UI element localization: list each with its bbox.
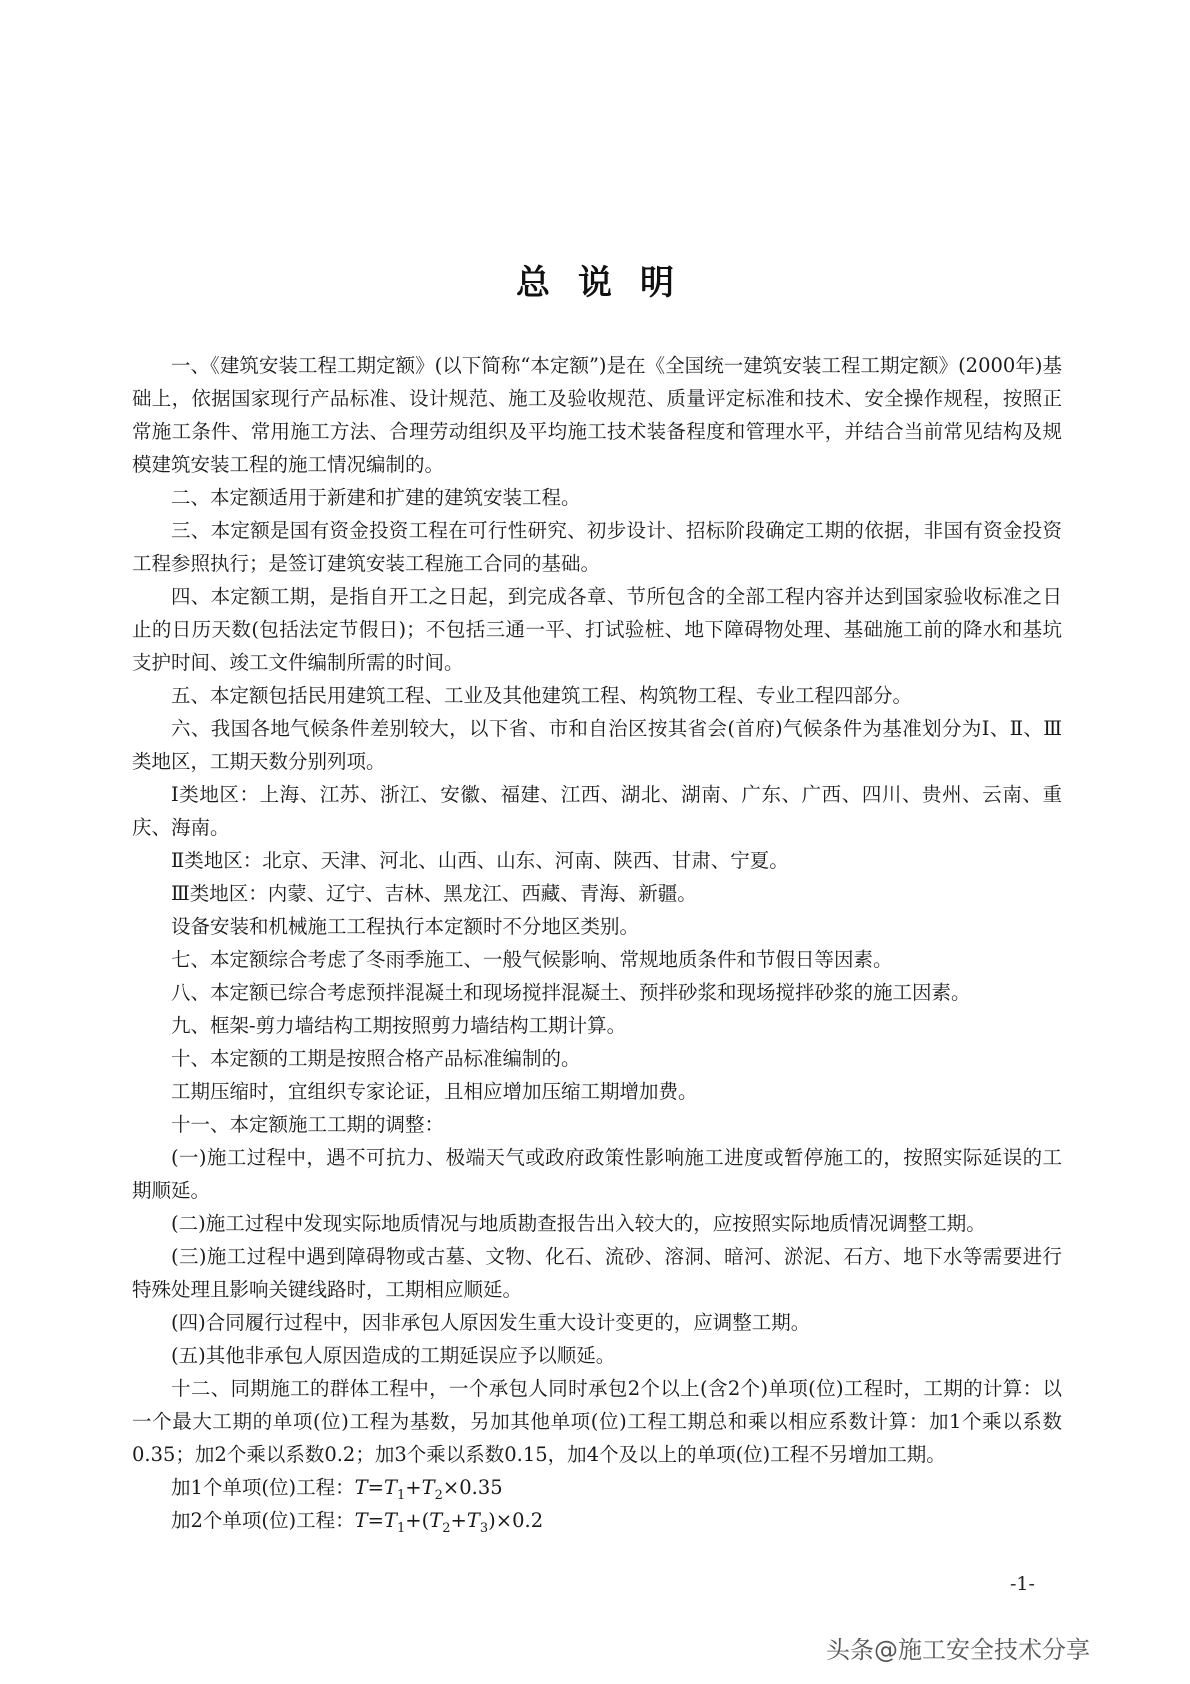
paragraph-9: 九、框架-剪力墙结构工期按照剪力墙结构工期计算。 <box>171 1014 627 1037</box>
formula-2-t2: T <box>429 1509 443 1532</box>
paragraph-3: 三、本定额是国有资金投资工程在可行性研究、初步设计、招标阶段确定工期的依据，非国有资金投资工程参照执行；是签订建筑安装工程施工合同的基础。 <box>132 519 1062 575</box>
watermark: 头条@施工安全技术分享 <box>826 1636 1090 1664</box>
formula-2-plus-open: +( <box>405 1509 430 1532</box>
paragraph-2: 二、本定额适用于新建和扩建的建筑安装工程。 <box>171 486 581 509</box>
adjustment-3: (三)施工过程中遇到障碍物或古墓、文物、化石、流砂、溶洞、暗河、淤泥、石方、地下水等需要进行特殊处理且影响关键线路时，工期相应顺延。 <box>132 1245 1062 1301</box>
formula-2-sub3: 3 <box>479 1520 489 1536</box>
region-class-3: Ⅲ类地区：内蒙、辽宁、吉林、黑龙江、西藏、青海、新疆。 <box>171 882 697 905</box>
page-number: -1- <box>1010 1573 1035 1595</box>
formula-1 <box>132 1471 1062 1504</box>
paragraph-11: 十一、本定额施工工期的调整： <box>171 1113 445 1136</box>
adjustment-2: (二)施工过程中发现实际地质情况与地质勘查报告出入较大的，应按照实际地质情况调整工期。 <box>171 1212 986 1235</box>
formula-2-plus: + <box>450 1509 467 1532</box>
equipment-note: 设备安装和机械施工工程执行本定额时不分地区类别。 <box>171 915 640 938</box>
compression-note: 工期压缩时，宜组织专家论证，且相应增加压缩工期增加费。 <box>171 1080 698 1103</box>
formula-2 <box>132 1504 1062 1537</box>
formula-2-t3: T <box>466 1509 480 1532</box>
formula-1-eq: = <box>367 1476 384 1499</box>
paragraph-1: 一、《建筑安装工程工期定额》(以下简称“本定额”)是在《全国统一建筑安装工程工期定额》(2000年)基础上，依据国家现行产品标准、设计规范、施工及验收规范、质量评定标准和技术、安全操作规程，按照正常施工条件、常用施工方法、合理劳动组织及平均施工技术装备程度和管理水平，并结合当前常见结构及规模建筑安装工程的施工情况编制的。 <box>132 354 1062 476</box>
paragraph-5: 五、本定额包括民用建筑工程、工业及其他建筑工程、构筑物工程、专业工程四部分。 <box>171 684 913 707</box>
formula-1-sub1: 1 <box>397 1487 406 1503</box>
region-class-2: Ⅱ类地区：北京、天津、河北、山西、山东、河南、陕西、甘肃、宁夏。 <box>171 849 789 872</box>
formula-1-sub2: 2 <box>434 1487 443 1503</box>
paragraph-10: 十、本定额的工期是按照合格产品标准编制的。 <box>171 1047 581 1070</box>
formula-1-prefix: 加1个单项(位)工程： <box>171 1476 355 1499</box>
formula-1-plus: + <box>405 1476 422 1499</box>
paragraph-12: 十二、同期施工的群体工程中，一个承包人同时承包2个以上(含2个)单项(位)工程时，工期的计算：以一个最大工期的单项(位)工程为基数，另加其他单项(位)工程工期总和乘以相应系数计算：加1个乘以系数0.35；加2个乘以系数0.2；加3个乘以系数0.15，加4个及以上的单项(位)工程不另增加工期。 <box>132 1377 1062 1466</box>
page-title: 总说明 <box>516 263 702 303</box>
formula-2-sub1: 1 <box>397 1520 406 1536</box>
paragraph-7: 七、本定额综合考虑了冬雨季施工、一般气候影响、常规地质条件和节假日等因素。 <box>171 948 893 971</box>
formula-2-eq: = <box>367 1509 384 1532</box>
document-body <box>132 349 1062 1537</box>
formula-1-tail: ×0.35 <box>442 1476 503 1499</box>
region-class-1: Ⅰ类地区：上海、江苏、浙江、安徽、福建、江西、湖北、湖南、广东、广西、四川、贵州、云南、重庆、海南。 <box>132 783 1062 839</box>
paragraph-8: 八、本定额已综合考虑预拌混凝土和现场搅拌混凝土、预拌砂浆和现场搅拌砂浆的施工因素。 <box>171 981 971 1004</box>
formula-2-prefix: 加2个单项(位)工程： <box>171 1509 355 1532</box>
formula-2-tail: )×0.2 <box>488 1509 544 1532</box>
formula-1-t: T <box>354 1476 368 1499</box>
adjustment-1: (一)施工过程中，遇不可抗力、极端天气或政府政策性影响施工进度或暂停施工的，按照实际延误的工期顺延。 <box>132 1146 1062 1202</box>
adjustment-4: (四)合同履行过程中，因非承包人原因发生重大设计变更的，应调整工期。 <box>171 1311 811 1334</box>
formula-1-t2: T <box>421 1476 435 1499</box>
formula-2-t: T <box>354 1509 368 1532</box>
formula-2-t1: T <box>383 1509 397 1532</box>
paragraph-4: 四、本定额工期，是指自开工之日起，到完成各章、节所包含的全部工程内容并达到国家验收标准之日止的日历天数(包括法定节假日)；不包括三通一平、打试验桩、地下障碍物处理、基础施工前的降水和基坑支护时间、竣工文件编制所需的时间。 <box>132 585 1062 674</box>
adjustment-5: (五)其他非承包人原因造成的工期延误应予以顺延。 <box>171 1344 616 1367</box>
formula-2-sub2: 2 <box>442 1520 451 1536</box>
paragraph-6: 六、我国各地气候条件差别较大，以下省、市和自治区按其省会(首府)气候条件为基准划分为Ⅰ、Ⅱ、Ⅲ类地区，工期天数分别列项。 <box>132 717 1062 773</box>
formula-1-t1: T <box>383 1476 397 1499</box>
